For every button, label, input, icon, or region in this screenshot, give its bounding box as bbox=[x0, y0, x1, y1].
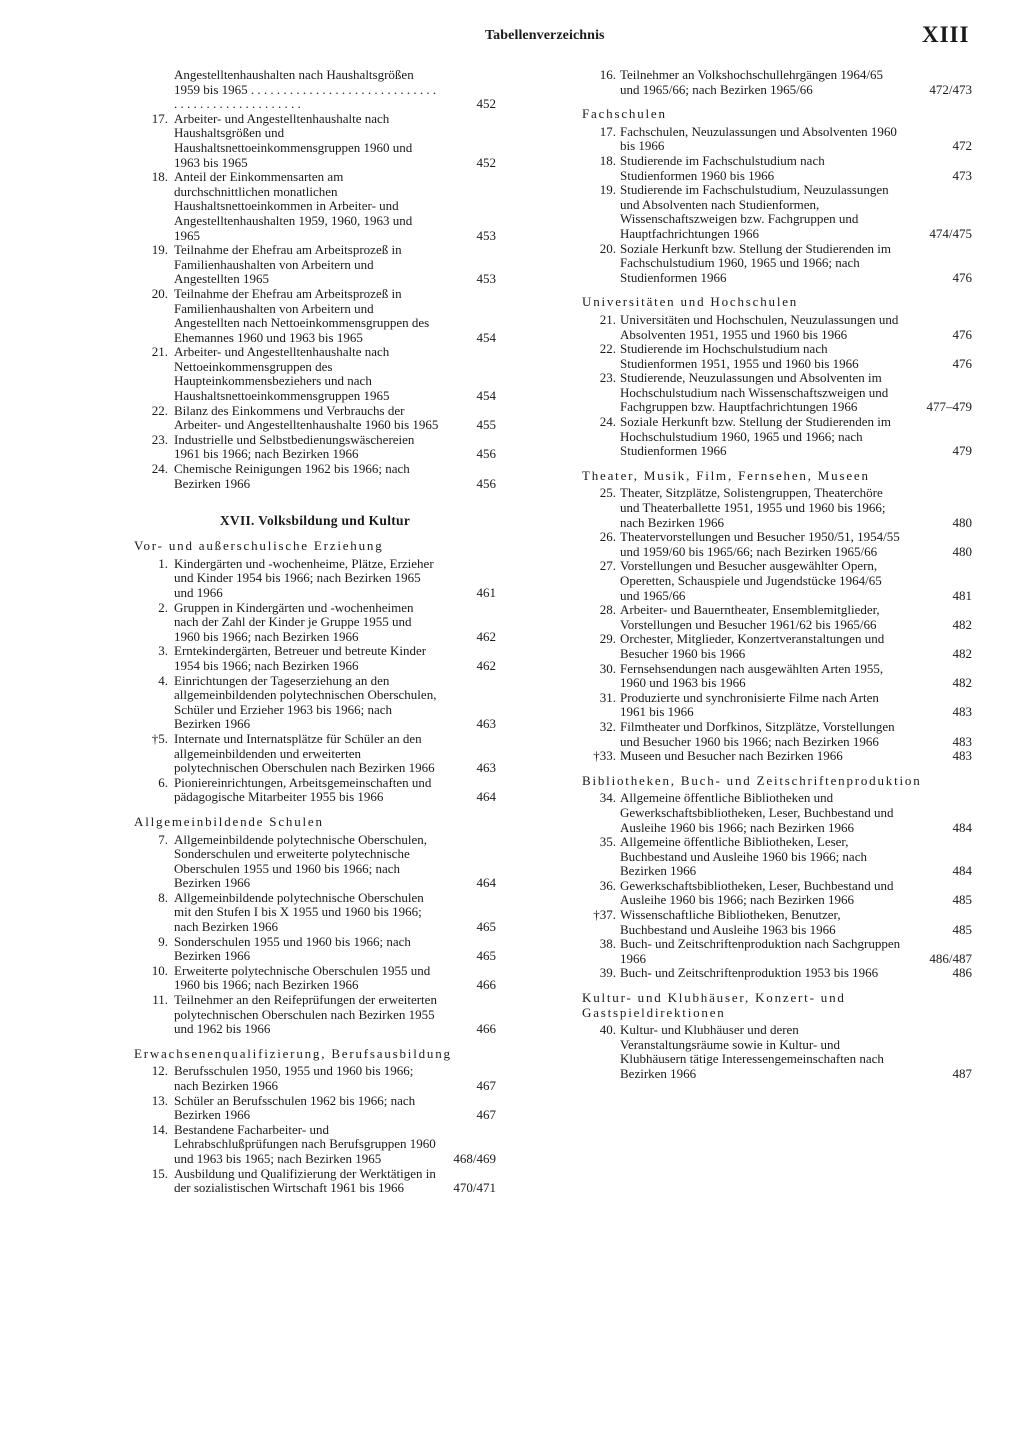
entry-text: Industrielle und Selbstbedienungswäschereien 1961 bis 1966; nach Bezirken 1966 bbox=[174, 431, 415, 462]
entry-text: Vorstellungen und Besucher ausgewählter Opern, Operetten, Schauspiele und Jugendstücke 1964/65 und 1965/66 bbox=[620, 558, 882, 603]
entry-page: 461 bbox=[476, 585, 496, 600]
entry-page: 480 bbox=[952, 543, 972, 559]
entry-text: Berufsschulen 1950, 1955 und 1960 bis 1966; nach Bezirken 1966 bbox=[174, 1063, 414, 1093]
entry-text: Studierende im Fachschulstudium nach Studienformen 1960 bis 1966 bbox=[620, 152, 825, 183]
entry-number: 24. bbox=[151, 461, 168, 477]
entry-number: 6. bbox=[158, 774, 168, 790]
entry-page: 476 bbox=[952, 269, 972, 285]
entry-number: 14. bbox=[151, 1121, 168, 1137]
entry-number: 18. bbox=[151, 169, 168, 185]
toc-entry bbox=[582, 632, 972, 661]
toc-entry bbox=[134, 601, 496, 645]
toc-entry bbox=[582, 908, 972, 937]
toc-entry bbox=[582, 1023, 972, 1081]
toc-entry bbox=[582, 183, 972, 241]
entry-text: Internate und Internatsplätze für Schüler an den allgemeinbildenden und erweiterten polytechnischen Oberschulen nach Bezirken 1966 bbox=[174, 730, 435, 776]
toc-group bbox=[582, 1023, 972, 1081]
entry-page: 467 bbox=[476, 1078, 496, 1093]
entry-number: 40. bbox=[599, 1022, 616, 1038]
entry-number: 38. bbox=[599, 936, 616, 952]
running-title: Tabellenverzeichnis bbox=[485, 28, 605, 43]
subsection-heading: Kultur- und Klubhäuser, Konzert- und Gastspieldirektionen bbox=[582, 990, 846, 1020]
entry-page: 464 bbox=[476, 789, 496, 805]
entry-page: 465 bbox=[476, 948, 496, 964]
entry-text: Gewerkschaftsbibliotheken, Leser, Buchbestand und Ausleihe 1960 bis 1966; nach Bezirken 1966 bbox=[620, 877, 894, 908]
entry-text: Teilnahme der Ehefrau am Arbeitsprozeß in Familienhaushalten von Arbeitern und Angestellten nach Nettoeinkommensgruppen des Ehemannes 1960 und 1963 bis 1965 bbox=[174, 285, 430, 345]
entry-text: Gruppen in Kindergärten und -wochenheimen nach der Zahl der Kinder je Gruppe 1955 und 1960 bis 1966; nach Bezirken 1966 bbox=[174, 599, 414, 644]
entry-page: 466 bbox=[476, 1021, 496, 1037]
entry-text: Sonderschulen 1955 und 1960 bis 1966; nach Bezirken 1966 bbox=[174, 933, 411, 964]
entry-text: Schüler an Berufsschulen 1962 bis 1966; nach Bezirken 1966 bbox=[174, 1092, 416, 1123]
entry-number: 17. bbox=[151, 110, 168, 126]
entry-text: Arbeiter- und Bauerntheater, Ensemblemitglieder, Vorstellungen und Besucher 1961/62 bis 1965/66 bbox=[620, 602, 880, 632]
entry-text: Angestelltenhaushalten nach Haushaltsgrößen 1959 bis 1965 . . . bbox=[174, 68, 440, 112]
entry-page: 465 bbox=[476, 919, 496, 935]
entry-page: 474/475 bbox=[929, 225, 972, 241]
entry-number: 21. bbox=[151, 344, 168, 360]
entry-number: 9. bbox=[158, 933, 168, 949]
entry-text: Arbeiter- und Angestelltenhaushalte nach Nettoeinkommensgruppen des Haupteinkommensbeziehers und nach Haushaltsnettoeinkommensgruppen 1965 bbox=[174, 344, 390, 404]
toc-entry bbox=[582, 313, 972, 342]
toc-entry bbox=[582, 154, 972, 183]
entry-text: Fachschulen, Neuzulassungen und Absolventen 1960 bis 1966 bbox=[620, 123, 897, 154]
toc-entry bbox=[582, 342, 972, 371]
entry-page: 476 bbox=[952, 355, 972, 371]
toc-entry bbox=[582, 371, 972, 415]
entry-page: 484 bbox=[952, 863, 972, 879]
toc-entry bbox=[582, 242, 972, 286]
entry-number: 29. bbox=[599, 631, 616, 647]
entry-text: Produzierte und synchronisierte Filme nach Arten 1961 bis 1966 bbox=[620, 689, 879, 720]
page-number: XIII bbox=[922, 22, 970, 47]
entry-page: 479 bbox=[952, 443, 972, 459]
toc-entry bbox=[582, 691, 972, 720]
toc-entry bbox=[582, 68, 972, 97]
entry-number: †5. bbox=[151, 730, 168, 746]
entry-text: Orchester, Mitglieder, Konzertveranstaltungen und Besucher 1960 bis 1966 bbox=[620, 631, 885, 661]
entry-text: Museen und Besucher nach Bezirken 1966 bbox=[620, 748, 843, 764]
toc-entry bbox=[582, 125, 972, 154]
entry-text: Studierende im Fachschulstudium, Neuzulassungen und Absolventen nach Studienformen, Wissenschaftszweigen bzw. Fachgruppen und Hauptfachrichtungen 1966 bbox=[620, 182, 889, 241]
entry-number: 32. bbox=[599, 718, 616, 734]
entry-text: Einrichtungen der Tageserziehung an den allgemeinbildenden polytechnischen Oberschulen, Schüler und Erzieher 1963 bis 1966; nach Bezirken 1966 bbox=[174, 672, 437, 732]
toc-entry bbox=[134, 170, 496, 243]
toc-entry bbox=[582, 486, 972, 530]
entry-number: 10. bbox=[151, 962, 168, 978]
entry-text: Soziale Herkunft bzw. Stellung der Studierenden im Fachschulstudium 1960, 1965 und 1966; nach Studienformen 1966 bbox=[620, 240, 892, 285]
entry-page: 462 bbox=[476, 657, 496, 673]
toc-entry bbox=[582, 835, 972, 879]
entry-page: 487 bbox=[952, 1066, 972, 1081]
entry-text: Universitäten und Hochschulen, Neuzulassungen und Absolventen 1951, 1955 und 1960 bis 1966 bbox=[620, 311, 899, 342]
toc-entry bbox=[582, 879, 972, 908]
entry-page: 477–479 bbox=[926, 399, 972, 415]
entry-number: 20. bbox=[151, 285, 168, 301]
page-header bbox=[0, 22, 1024, 52]
toc-entry bbox=[134, 674, 496, 732]
entry-text: Allgemeine öffentliche Bibliotheken und Gewerkschaftsbibliotheken, Leser, Buchbestand und Ausleihe 1960 bis 1966; nach Bezirken 1966 bbox=[620, 790, 894, 835]
toc-entry bbox=[582, 791, 972, 835]
entry-text: Ausbildung und Qualifizierung der Werktätigen in der sozialistischen Wirtschaft 1961 bis 1966 bbox=[174, 1165, 436, 1196]
toc-entry bbox=[582, 662, 972, 691]
entry-page: 473 bbox=[952, 167, 972, 183]
entry-number: 17. bbox=[599, 123, 616, 139]
entry-text: Theatervorstellungen und Besucher 1950/51, 1954/55 und 1959/60 bis 1965/66; nach Bezirken 1965/66 bbox=[620, 529, 900, 559]
entry-number: 30. bbox=[599, 660, 616, 676]
entry-text: Fernsehsendungen nach ausgewählten Arten 1955, 1960 und 1963 bis 1966 bbox=[620, 660, 884, 691]
toc-entry bbox=[134, 112, 496, 170]
entry-page: 467 bbox=[476, 1107, 496, 1123]
entry-page: 463 bbox=[476, 716, 496, 732]
entry-page: 454 bbox=[476, 329, 496, 345]
entry-page: 463 bbox=[476, 760, 496, 776]
entry-text: Allgemeinbildende polytechnische Oberschulen, Sonderschulen und erweiterte polytechnische Oberschulen 1955 und 1960 bis 1966; nach Bezirken 1966 bbox=[174, 831, 428, 891]
entry-page: 455 bbox=[476, 417, 496, 433]
toc-entry-continued bbox=[134, 68, 496, 112]
entry-page: 483 bbox=[952, 704, 972, 720]
toc-group bbox=[582, 486, 972, 763]
subsection-heading: Fachschulen bbox=[582, 106, 667, 122]
entry-text: Kindergärten und -wochenheime, Plätze, Erzieher und Kinder 1954 bis 1966; nach Bezirken 1965 und 1966 bbox=[174, 555, 434, 600]
toc-entry bbox=[134, 557, 496, 601]
entry-page: 482 bbox=[952, 675, 972, 691]
entry-number: 23. bbox=[599, 370, 616, 386]
section-title: XVII. Volksbildung und Kultur bbox=[219, 513, 411, 529]
entry-text: Erntekindergärten, Betreuer und betreute Kinder 1954 bis 1966; nach Bezirken 1966 bbox=[174, 643, 427, 673]
entry-page: 486 bbox=[952, 965, 972, 981]
toc-entry bbox=[134, 433, 496, 462]
entry-page: 472/473 bbox=[929, 81, 972, 97]
entry-number: 27. bbox=[599, 558, 616, 574]
toc-entry bbox=[582, 966, 972, 981]
entry-number: 23. bbox=[151, 431, 168, 447]
entry-number: 3. bbox=[158, 643, 168, 659]
entry-number: 24. bbox=[599, 414, 616, 430]
entry-number: 28. bbox=[599, 602, 616, 618]
subsection-heading: Allgemeinbildende Schulen bbox=[134, 813, 324, 829]
toc-group bbox=[134, 112, 496, 491]
entry-number: 19. bbox=[151, 242, 168, 258]
entry-number: 19. bbox=[599, 182, 616, 198]
entry-page: 462 bbox=[476, 628, 496, 644]
entry-page: 485 bbox=[952, 892, 972, 908]
entry-page: 454 bbox=[476, 388, 496, 404]
entry-text: Studierende im Hochschulstudium nach Studienformen 1951, 1955 und 1960 bis 1966 bbox=[620, 341, 859, 371]
entry-text: Teilnehmer an Volkshochschullehrgängen 1964/65 und 1965/66; nach Bezirken 1965/66 bbox=[620, 67, 884, 97]
toc-entry bbox=[134, 345, 496, 403]
toc-entry bbox=[134, 891, 496, 935]
entry-number: 13. bbox=[151, 1092, 168, 1108]
entry-number: 21. bbox=[599, 311, 616, 327]
entry-page: 472 bbox=[952, 138, 972, 154]
entry-number: 36. bbox=[599, 877, 616, 893]
toc-entry bbox=[134, 404, 496, 433]
left-column bbox=[134, 68, 496, 1196]
entry-text: Buch- und Zeitschriftenproduktion 1953 bis 1966 bbox=[620, 965, 879, 981]
entry-page: 452 bbox=[476, 154, 496, 170]
entry-number: 20. bbox=[599, 240, 616, 256]
entry-text: Bilanz des Einkommens und Verbrauchs der Arbeiter- und Angestelltenhaushalte 1960 bis 1965 bbox=[174, 402, 439, 433]
toc-entry bbox=[582, 749, 972, 764]
entry-text: Buch- und Zeitschriftenproduktion nach Sachgruppen 1966 bbox=[620, 936, 901, 966]
toc-group bbox=[134, 1064, 496, 1195]
entry-page: 482 bbox=[952, 616, 972, 632]
entry-text: Chemische Reinigungen 1962 bis 1966; nach Bezirken 1966 bbox=[174, 461, 410, 491]
entry-text: Theater, Sitzplätze, Solistengruppen, Theaterchöre und Theaterballette 1951, 1955 und 1960 bis 1966; nach Bezirken 1966 bbox=[620, 485, 886, 530]
entry-text: Allgemeine öffentliche Bibliotheken, Leser, Buchbestand und Ausleihe 1960 bis 1966; nach Bezirken 1966 bbox=[620, 834, 867, 879]
subsection-heading: Erwachsenenqualifizierung, Berufsausbildung bbox=[134, 1045, 452, 1061]
toc-group bbox=[582, 68, 972, 97]
toc-entry bbox=[582, 559, 972, 603]
entry-text: Wissenschaftliche Bibliotheken, Benutzer, Buchbestand und Ausleihe 1963 bis 1966 bbox=[620, 907, 841, 937]
entry-page: 452 bbox=[476, 96, 496, 112]
entry-number: 12. bbox=[151, 1063, 168, 1079]
entry-text: Kultur- und Klubhäuser und deren Veranstaltungsräume sowie in Kultur- und Klubhäusern tätige Interessengemeinschaften nach Bezirken 1966 bbox=[620, 1022, 884, 1081]
toc-entry bbox=[134, 732, 496, 776]
entry-number: 1. bbox=[158, 555, 168, 571]
entry-text: Studierende, Neuzulassungen und Absolventen im Hochschulstudium nach Wissenschaftszweigen und Fachgruppen bzw. Hauptfachrichtungen 1966 bbox=[620, 370, 889, 415]
entry-text: Teilnahme der Ehefrau am Arbeitsprozeß in Familienhaushalten von Arbeitern und Angestellten 1965 bbox=[174, 242, 402, 287]
entry-text: Teilnehmer an den Reifeprüfungen der erweiterten polytechnischen Oberschulen nach Bezirken 1955 und 1962 bis 1966 bbox=[174, 992, 437, 1037]
toc-group bbox=[582, 313, 972, 459]
toc-entry bbox=[134, 1094, 496, 1123]
entry-number: 31. bbox=[599, 689, 616, 705]
entry-number: 2. bbox=[158, 599, 168, 615]
entry-page: 453 bbox=[476, 227, 496, 243]
toc-entry bbox=[134, 833, 496, 891]
toc-entry bbox=[582, 720, 972, 749]
toc-entry bbox=[582, 415, 972, 459]
entry-number: 15. bbox=[151, 1165, 168, 1181]
toc-entry bbox=[582, 530, 972, 559]
toc-group bbox=[134, 833, 496, 1037]
entry-number: 34. bbox=[599, 790, 616, 806]
entry-page: 464 bbox=[476, 875, 496, 891]
entry-number: 18. bbox=[599, 152, 616, 168]
entry-number: 7. bbox=[158, 831, 168, 847]
toc-entry bbox=[134, 1064, 496, 1093]
toc-entry bbox=[134, 287, 496, 345]
entry-text: Filmtheater und Dorfkinos, Sitzplätze, Vorstellungen und Besucher 1960 bis 1966; nach Bezirken 1966 bbox=[620, 718, 895, 749]
entry-text: Arbeiter- und Angestelltenhaushalte nach Haushaltsgrößen und Haushaltsnettoeinkommensgruppen 1960 und 1963 bis 1965 bbox=[174, 110, 413, 170]
toc-entry bbox=[134, 776, 496, 805]
entry-page: 453 bbox=[476, 271, 496, 287]
entry-page: 470/471 bbox=[453, 1180, 496, 1196]
entry-text: Bestandene Facharbeiter- und Lehrabschlußprüfungen nach Berufsgruppen 1960 und 1963 bis 1965; nach Bezirken 1965 bbox=[174, 1121, 436, 1166]
toc-entry bbox=[134, 462, 496, 491]
subsection-heading: Theater, Musik, Film, Fernsehen, Museen bbox=[582, 467, 870, 483]
toc-entry bbox=[134, 644, 496, 673]
right-column bbox=[582, 68, 972, 1082]
toc-entry bbox=[134, 1123, 496, 1167]
entry-text: Erweiterte polytechnische Oberschulen 1955 und 1960 bis 1966; nach Bezirken 1966 bbox=[174, 962, 431, 993]
entry-number: 39. bbox=[599, 965, 616, 981]
entry-number: 11. bbox=[152, 992, 168, 1008]
entry-number: †37. bbox=[593, 907, 616, 923]
entry-page: 456 bbox=[476, 475, 496, 491]
toc-entry bbox=[134, 243, 496, 287]
entry-number: 16. bbox=[599, 67, 616, 82]
toc-entry bbox=[582, 937, 972, 966]
toc-entry bbox=[134, 935, 496, 964]
entry-text: Allgemeinbildende polytechnische Oberschulen mit den Stufen I bis X 1955 und 1960 bis 1966; nach Bezirken 1966 bbox=[174, 889, 424, 935]
entry-page: 482 bbox=[952, 645, 972, 661]
toc-entry bbox=[134, 993, 496, 1037]
toc-group bbox=[582, 125, 972, 286]
entry-number: 35. bbox=[599, 834, 616, 850]
subsection-heading: Bibliotheken, Buch- und Zeitschriftenproduktion bbox=[582, 772, 922, 788]
entry-number: †33. bbox=[593, 748, 616, 764]
entry-page: 484 bbox=[952, 819, 972, 835]
entry-text: Soziale Herkunft bzw. Stellung der Studierenden im Hochschulstudium 1960, 1965 und 1966; nach Studienformen 1966 bbox=[620, 414, 892, 459]
entry-number: 4. bbox=[158, 672, 168, 688]
entry-number: 22. bbox=[599, 341, 616, 357]
entry-number: 26. bbox=[599, 529, 616, 545]
entry-text: Anteil der Einkommensarten am durchschnittlichen monatlichen Haushaltsnettoeinkommen in Arbeiter- und Angestelltenhaushalten 1959, 1960, 1963 und 1965 bbox=[174, 169, 413, 243]
entry-text: Pioniereinrichtungen, Arbeitsgemeinschaften und pädagogische Mitarbeiter 1955 bis 1966 bbox=[174, 774, 432, 805]
entry-page: 466 bbox=[476, 977, 496, 993]
toc-group bbox=[582, 791, 972, 981]
toc-group bbox=[134, 557, 496, 805]
toc-entry bbox=[134, 964, 496, 993]
subsection-heading: Vor- und außerschulische Erziehung bbox=[134, 538, 384, 554]
entry-page: 456 bbox=[476, 446, 496, 462]
entry-number: 22. bbox=[151, 402, 168, 418]
subsection-heading: Universitäten und Hochschulen bbox=[582, 294, 799, 310]
toc-entry bbox=[134, 1167, 496, 1196]
entry-page: 483 bbox=[952, 748, 972, 764]
entry-page: 481 bbox=[952, 587, 972, 603]
entry-number: 8. bbox=[158, 889, 168, 905]
entry-page: 483 bbox=[952, 733, 972, 749]
entry-page: 486/487 bbox=[929, 950, 972, 966]
entry-page: 468/469 bbox=[453, 1150, 496, 1166]
entry-page: 485 bbox=[952, 921, 972, 937]
entry-number: 25. bbox=[599, 485, 616, 501]
toc-entry bbox=[582, 603, 972, 632]
entry-page: 480 bbox=[952, 514, 972, 530]
entry-page: 476 bbox=[952, 326, 972, 342]
